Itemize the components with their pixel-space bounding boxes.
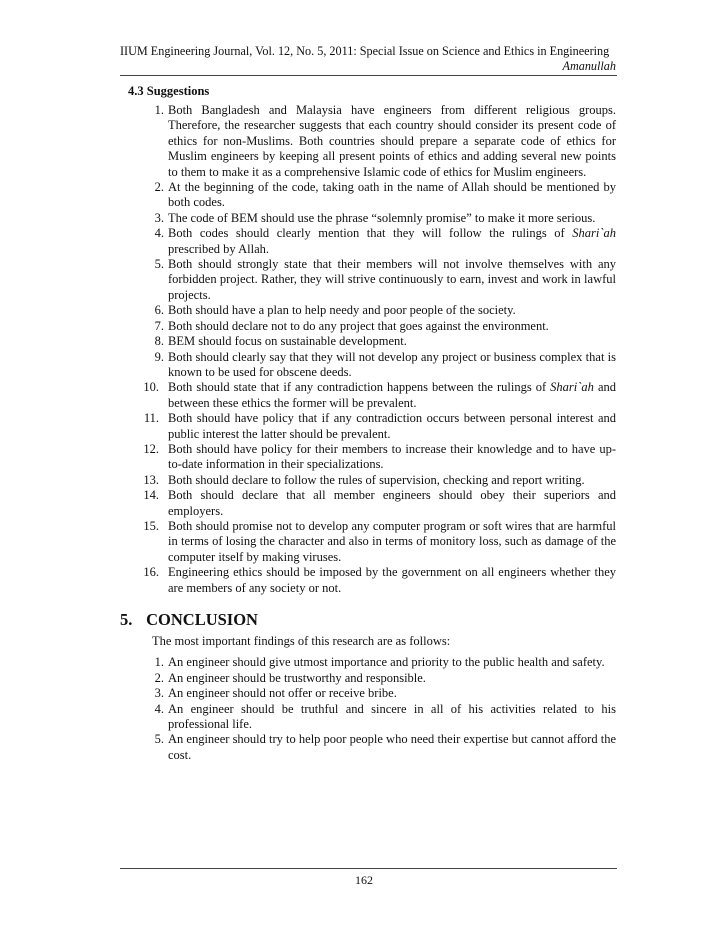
item-text: Both should strongly state that their members will not involve themselves with any forbidden project. Rather, they will strive continuously to earn, invest and work in lawful projects. — [168, 257, 616, 302]
item-text: Both should have policy that if any contradiction occurs between personal interest and public interest the latter should be prevalent. — [168, 411, 616, 441]
item-number: 13. — [143, 472, 159, 487]
item-number: 12. — [143, 441, 159, 456]
list-item — [128, 565, 616, 596]
list-item — [128, 519, 616, 565]
item-text: Both Bangladesh and Malaysia have engineers from different religious groups. Therefore, the researcher suggests that each country should consider its present code of ethics for non-Muslims. Both countries should prepare a separate code of ethics for Muslim engineers by keeping all present points of ethics and adding several new points to them to make it as a comprehensive Islamic code of ethics for Muslim engineers. — [168, 103, 616, 179]
item-number: 3. — [154, 210, 164, 225]
list-item — [128, 671, 616, 686]
item-text: An engineer should be trustworthy and responsible. — [168, 670, 426, 685]
list-item — [128, 103, 616, 180]
list-item — [128, 380, 616, 411]
list-item — [128, 686, 616, 701]
item-number: 7. — [154, 318, 164, 333]
section-number: 5. — [120, 610, 133, 629]
item-text: Both should have policy for their members to increase their knowledge and to have up-to-date information in their specializations. — [168, 441, 616, 472]
item-italic-term: Shari`ah — [550, 380, 594, 395]
item-text: prescribed by Allah. — [168, 241, 270, 256]
item-number: 1. — [154, 103, 164, 117]
item-number: 8. — [154, 334, 164, 349]
list-item — [128, 350, 616, 381]
item-text: Both should declare that all member engineers should obey their superiors and employers. — [168, 488, 616, 518]
item-number: 15. — [143, 518, 159, 533]
item-number: 5. — [154, 257, 164, 272]
footer-rule — [120, 868, 617, 869]
list-item — [128, 488, 616, 519]
item-number: 6. — [154, 303, 164, 318]
item-number: 1. — [154, 655, 164, 670]
section-title: CONCLUSION — [146, 610, 258, 629]
item-text: Both should declare to follow the rules of supervision, checking and report writing. — [168, 472, 585, 487]
item-text: BEM should focus on sustainable development. — [168, 334, 407, 349]
item-text: At the beginning of the code, taking oath in the name of Allah should be mentioned by both codes. — [168, 180, 616, 210]
item-text: and between these ethics the former will be prevalent. — [168, 380, 616, 410]
item-text: An engineer should give utmost importance and priority to the public health and safety. — [168, 655, 605, 670]
item-text: Both should promise not to develop any computer program or soft wires that are harmful in terms of losing the character and also in terms of monitory loss, such as damage of the computer itself by making viruses. — [168, 518, 616, 564]
journal-citation: IIUM Engineering Journal, Vol. 12, No. 5, 2011: Special Issue on Science and Ethics in Engineering — [120, 44, 610, 58]
item-number: 10. — [143, 380, 159, 395]
suggestions-list — [128, 103, 616, 596]
list-item — [128, 442, 616, 473]
suggestions-heading: 4.3 Suggestions — [128, 84, 210, 98]
item-text: An engineer should be truthful and sincere in all of his activities related to his professional life. — [168, 701, 616, 732]
list-item — [128, 702, 616, 733]
item-number: 2. — [154, 180, 164, 195]
list-item — [128, 180, 616, 211]
item-text: An engineer should try to help poor people who need their expertise but cannot afford the cost. — [168, 732, 616, 762]
item-italic-term: Shari`ah — [572, 226, 616, 241]
page-body — [120, 80, 616, 763]
list-item — [128, 411, 616, 442]
item-text: Both should clearly say that they will not develop any project or business complex that is known to be used for obscene deeds. — [168, 349, 616, 379]
list-item — [128, 319, 616, 334]
item-number: 11. — [143, 411, 159, 426]
item-text: Both should state that if any contradiction happens between the rulings of — [168, 380, 551, 395]
conclusion-list — [128, 655, 616, 763]
page-number: 162 — [355, 873, 373, 887]
list-item — [128, 211, 616, 226]
item-number: 5. — [154, 732, 164, 747]
list-item — [128, 473, 616, 488]
item-number: 16. — [143, 565, 159, 580]
item-text: Both should declare not to do any project that goes against the environment. — [168, 318, 549, 333]
item-number: 9. — [154, 349, 164, 364]
conclusion-heading — [120, 610, 616, 630]
item-text: Both codes should clearly mention that they will follow the rulings of — [168, 226, 573, 241]
header-rule — [120, 75, 617, 76]
item-number: 14. — [143, 488, 159, 503]
item-text: An engineer should not offer or receive bribe. — [168, 686, 397, 701]
item-number: 2. — [154, 670, 164, 685]
item-text: Both should have a plan to help needy and poor people of the society. — [168, 303, 516, 318]
item-number: 3. — [154, 686, 164, 701]
running-author: Amanullah — [562, 59, 616, 73]
list-item — [128, 732, 616, 763]
list-item — [128, 334, 616, 349]
list-item — [128, 655, 616, 670]
item-text: Engineering ethics should be imposed by the government on all engineers whether they are members of any society or not. — [168, 565, 616, 595]
item-number: 4. — [154, 701, 164, 716]
list-item — [128, 226, 616, 257]
running-header — [120, 44, 616, 74]
item-number: 4. — [154, 226, 164, 241]
list-item — [128, 303, 616, 318]
conclusion-intro: The most important findings of this research are as follows: — [152, 634, 451, 648]
list-item — [128, 257, 616, 303]
item-text: The code of BEM should use the phrase “solemnly promise” to make it more serious. — [168, 210, 596, 225]
